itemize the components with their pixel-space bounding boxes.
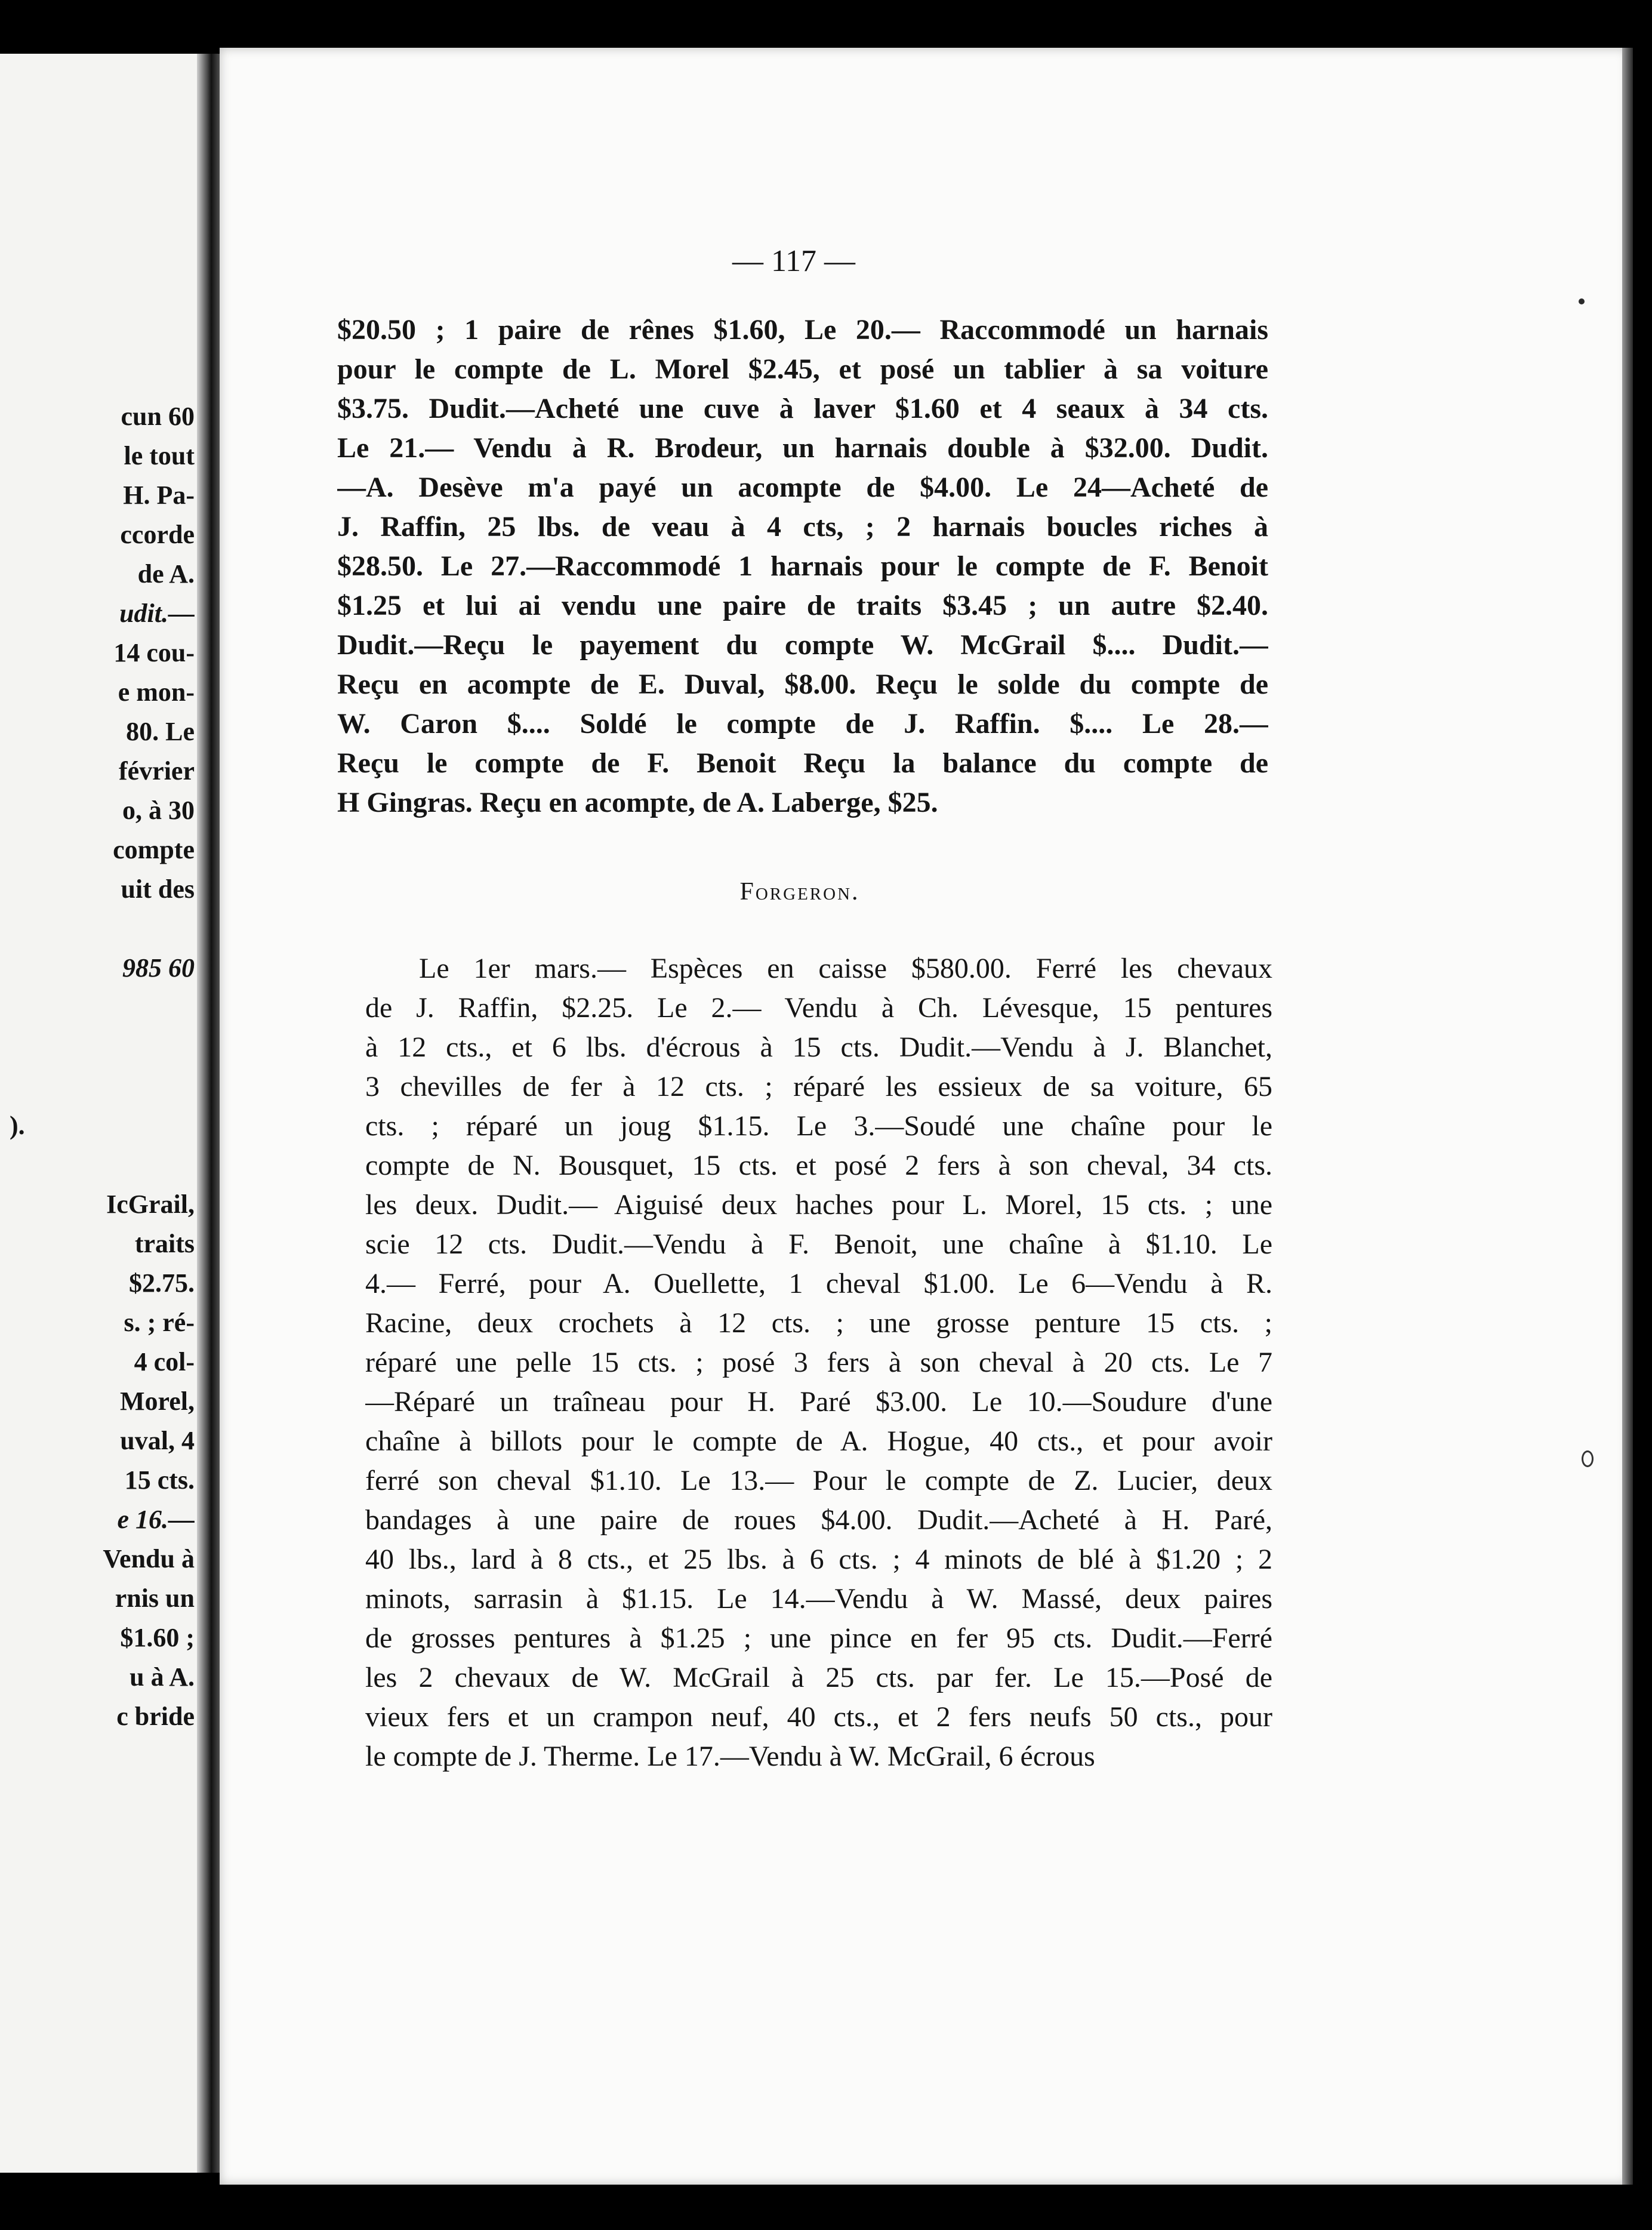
left-line: février	[119, 756, 195, 786]
book-gutter	[197, 54, 221, 2173]
left-line: de A.	[137, 559, 195, 589]
left-line: ccorde	[120, 520, 195, 549]
text-line: de J. Raffin, $2.25. Le 2.— Vendu à Ch. Lévesque, 15 pentures	[365, 992, 1272, 1024]
left-line: 15 cts.	[124, 1465, 195, 1495]
text-line: —Réparé un traîneau pour H. Paré $3.00. Le 10.—Soudure d'une	[365, 1386, 1272, 1418]
text-line: J. Raffin, 25 lbs. de veau à 4 cts, ; 2 harnais boucles riches à	[337, 511, 1268, 543]
text-line: le compte de J. Therme. Le 17.—Vendu à W. McGrail, 6 écrous	[365, 1741, 1095, 1772]
left-total: 985 60	[122, 953, 195, 982]
text-line: $1.25 et lui ai vendu une paire de traits $3.45 ; un autre $2.40.	[337, 590, 1268, 621]
left-line: o, à 30	[122, 796, 195, 825]
text-line: $20.50 ; 1 paire de rênes $1.60, Le 20.— Raccommodé un harnais	[337, 314, 1268, 346]
left-line: $2.75.	[129, 1268, 195, 1298]
left-line: c bride	[116, 1702, 195, 1731]
text-line: W. Caron $.... Soldé le compte de J. Raffin. $.... Le 28.—	[337, 708, 1268, 740]
text-line: 40 lbs., lard à 8 cts., et 25 lbs. à 6 cts. ; 4 minots de blé à $1.20 ; 2	[365, 1544, 1272, 1575]
left-line: H. Pa-	[123, 481, 195, 510]
left-line: 4 col-	[134, 1347, 195, 1376]
text-line: —A. Desève m'a payé un acompte de $4.00. Le 24—Acheté de	[337, 472, 1268, 503]
left-line: Vendu à	[103, 1544, 195, 1573]
scan-speck	[1579, 298, 1585, 304]
text-line: bandages à une paire de roues $4.00. Dudit.—Acheté à H. Paré,	[365, 1504, 1272, 1536]
left-line: s. ; ré-	[124, 1308, 195, 1337]
text-line: Le 1er mars.— Espèces en caisse $580.00. Ferré les chevaux	[419, 953, 1272, 984]
page-number: — 117 —	[732, 244, 856, 278]
text-line: scie 12 cts. Dudit.—Vendu à F. Benoit, une chaîne à $1.10. Le	[365, 1228, 1272, 1260]
scan-speck	[1582, 1450, 1594, 1467]
text-line: chaîne à billots pour le compte de A. Hogue, 40 cts., et pour avoir	[365, 1425, 1272, 1457]
left-line: e mon-	[118, 677, 195, 707]
text-line: à 12 cts., et 6 lbs. d'écrous à 15 cts. Dudit.—Vendu à J. Blanchet,	[365, 1031, 1272, 1063]
page-edge	[1622, 48, 1633, 2185]
paragraph-sellerie	[337, 310, 1268, 823]
text-line: $28.50. Le 27.—Raccommodé 1 harnais pour le compte de F. Benoit	[337, 550, 1268, 582]
left-facing-page	[0, 54, 203, 2173]
left-line: e 16.—	[117, 1505, 195, 1534]
text-line: minots, sarrasin à $1.15. Le 14.—Vendu à W. Massé, deux paires	[365, 1583, 1272, 1615]
left-line: rnis un	[115, 1584, 195, 1613]
text-line: 3 chevilles de fer à 12 cts. ; réparé les essieux de sa voiture, 65	[365, 1071, 1272, 1102]
left-line: uit des	[121, 874, 195, 904]
left-paren: ).	[10, 1111, 25, 1140]
text-line: les 2 chevaux de W. McGrail à 25 cts. par fer. Le 15.—Posé de	[365, 1662, 1272, 1693]
left-line: IcGrail,	[106, 1190, 195, 1219]
left-line: Morel,	[119, 1387, 195, 1416]
left-line: compte	[113, 835, 195, 864]
text-line: Le 21.— Vendu à R. Brodeur, un harnais double à $32.00. Dudit.	[337, 432, 1268, 464]
text-line: Dudit.—Reçu le payement du compte W. McGrail $.... Dudit.—	[337, 629, 1268, 661]
left-line: 80. Le	[126, 717, 195, 746]
left-line: $1.60 ;	[120, 1623, 195, 1652]
text-line: pour le compte de L. Morel $2.45, et posé un tablier à sa voiture	[337, 353, 1268, 385]
left-line: u à A.	[130, 1662, 195, 1692]
left-line: traits	[134, 1229, 195, 1258]
paragraph-forgeron	[365, 949, 1272, 1776]
left-page-text	[0, 397, 195, 1736]
text-line: réparé une pelle 15 cts. ; posé 3 fers à son cheval à 20 cts. Le 7	[365, 1347, 1272, 1378]
text-line: 4.— Ferré, pour A. Ouellette, 1 cheval $1.00. Le 6—Vendu à R.	[365, 1268, 1272, 1299]
text-line: ferré son cheval $1.10. Le 13.— Pour le compte de Z. Lucier, deux	[365, 1465, 1272, 1496]
text-line: Reçu le compte de F. Benoit Reçu la balance du compte de	[337, 747, 1268, 779]
left-line: uval, 4	[120, 1426, 195, 1455]
left-line: udit.—	[119, 599, 195, 628]
text-line: de grosses pentures à $1.25 ; une pince en fer 95 cts. Dudit.—Ferré	[365, 1622, 1272, 1654]
left-line: 14 cou-	[113, 638, 195, 667]
left-line: le tout	[124, 441, 195, 470]
text-line: vieux fers et un crampon neuf, 40 cts., et 2 fers neufs 50 cts., pour	[365, 1701, 1272, 1733]
section-heading: Forgeron.	[739, 878, 860, 905]
text-line: Reçu en acompte de E. Duval, $8.00. Reçu le solde du compte de	[337, 669, 1268, 700]
text-line: H Gingras. Reçu en acompte, de A. Laberge, $25.	[337, 787, 938, 818]
text-line: compte de N. Bousquet, 15 cts. et posé 2 fers à son cheval, 34 cts.	[365, 1150, 1272, 1181]
text-line: $3.75. Dudit.—Acheté une cuve à laver $1.60 et 4 seaux à 34 cts.	[337, 393, 1268, 424]
left-line: cun 60	[121, 402, 195, 431]
text-line: cts. ; réparé un joug $1.15. Le 3.—Soudé une chaîne pour le	[365, 1110, 1272, 1142]
text-line: Racine, deux crochets à 12 cts. ; une grosse penture 15 cts. ;	[365, 1307, 1272, 1339]
text-line: les deux. Dudit.— Aiguisé deux haches pour L. Morel, 15 cts. ; une	[365, 1189, 1272, 1221]
